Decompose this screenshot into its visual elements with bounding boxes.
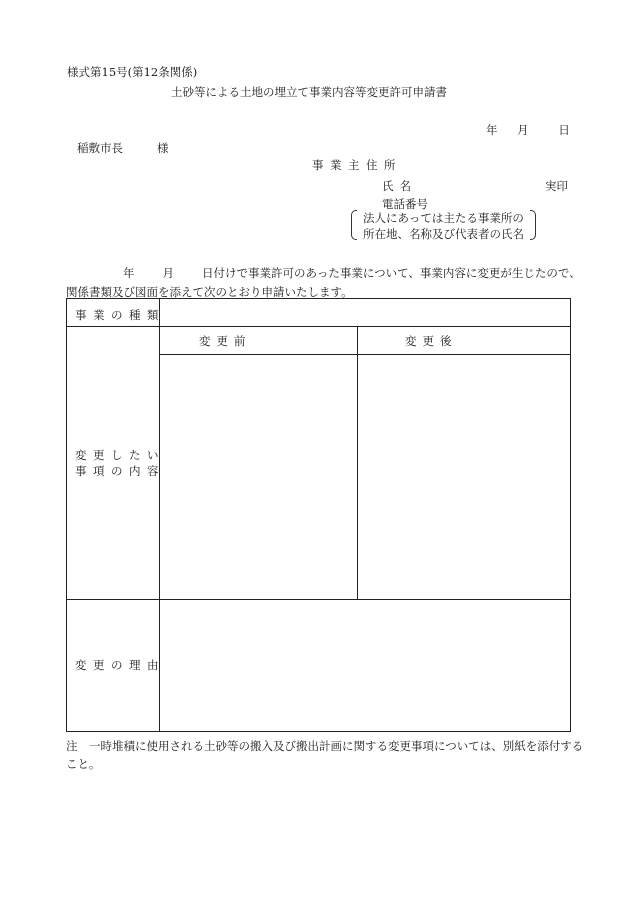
change-items-label-line1: 変更したい xyxy=(75,448,165,462)
form-number: 様式第15号(第12条関係) xyxy=(67,65,198,79)
addressee-name: 稲敷市長 xyxy=(77,141,123,155)
seal-label: 実印 xyxy=(545,179,568,193)
corporate-note-line2: 所在地、名称及び代表者の氏名 xyxy=(363,227,524,241)
applicant-name-label: 氏名 xyxy=(382,179,417,193)
date-line xyxy=(486,122,570,138)
date-day: 日 xyxy=(558,123,570,137)
statement-month: 月 xyxy=(162,266,174,280)
statement-year: 年 xyxy=(123,266,135,280)
addressee-honorific: 様 xyxy=(157,141,169,155)
corporate-note-line1: 法人にあっては主たる事業所の xyxy=(363,211,524,225)
header-divider xyxy=(159,354,570,355)
row-divider xyxy=(67,326,570,327)
statement-text: 日付けで事業許可のあった事業について、事業内容に変更が生じたので、関係書類及び図面を添えて次のとおり申請いたします。 xyxy=(66,266,581,299)
reason-label: 変更の理由 xyxy=(75,658,165,672)
applicant-address-label: 事業主住所 xyxy=(312,158,402,172)
after-header: 変更後 xyxy=(405,334,458,348)
before-after-divider xyxy=(357,327,358,599)
date-year: 年 xyxy=(486,123,498,137)
change-items-label-line2: 事項の内容 xyxy=(75,464,165,478)
footnote: 注 一時堆積に使用される土砂等の搬入及び搬出計画に関する変更事項については、別紙を添付すること。 xyxy=(66,739,584,771)
phone-label: 電話番号 xyxy=(382,197,428,211)
bracket-right xyxy=(530,210,536,240)
corporate-note xyxy=(351,209,536,241)
addressee xyxy=(77,140,169,156)
date-month: 月 xyxy=(517,123,529,137)
before-header: 変更前 xyxy=(199,334,252,348)
application-statement xyxy=(66,264,590,302)
document-title: 土砂等による土地の埋立て事業内容等変更許可申請書 xyxy=(171,85,447,99)
row-divider xyxy=(67,599,570,600)
bracket-left xyxy=(351,210,357,240)
business-type-label: 事業の種類 xyxy=(75,308,165,322)
application-table xyxy=(66,298,571,732)
